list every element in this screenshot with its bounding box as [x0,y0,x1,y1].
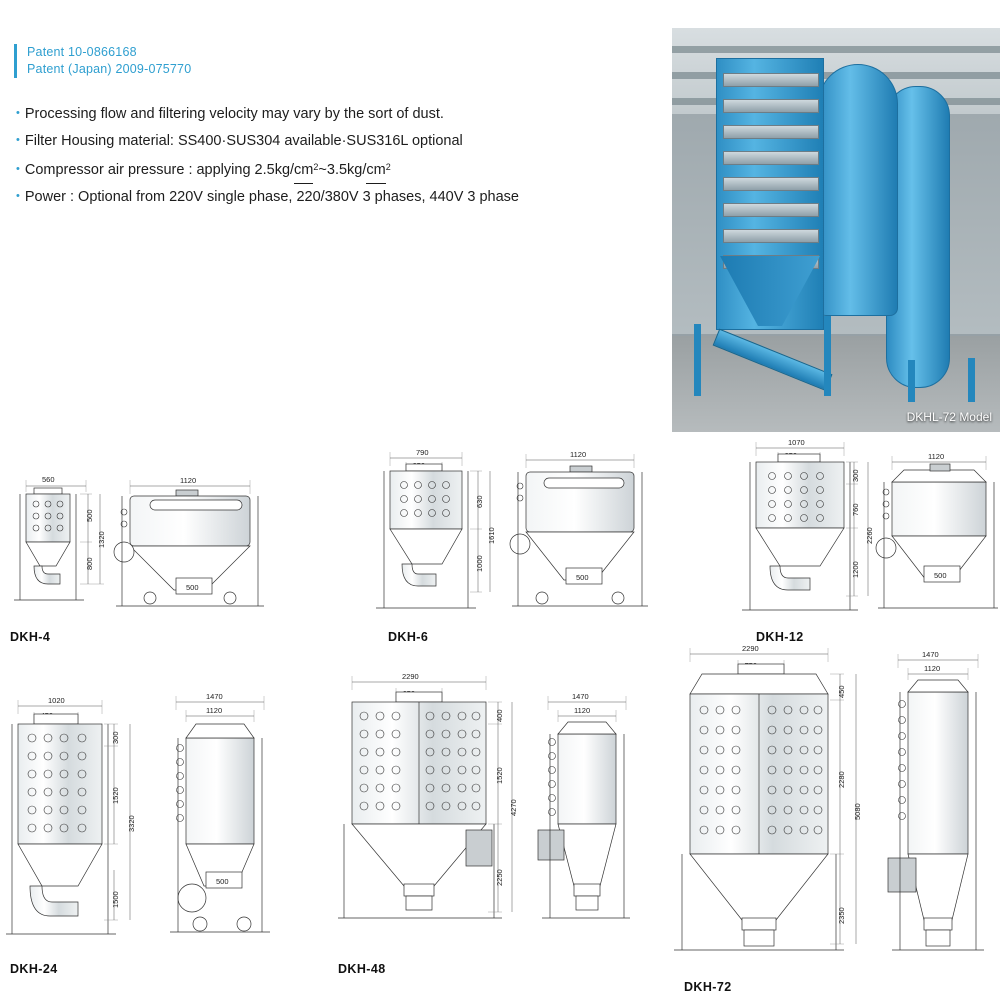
photo-beam [672,46,1000,53]
svg-text:500: 500 [186,583,199,592]
photo-tray [723,125,819,139]
svg-text:1200: 1200 [851,561,860,578]
svg-text:1120: 1120 [206,706,223,715]
svg-text:300: 300 [851,469,860,482]
unit-cm-squared: cm [366,157,385,183]
svg-text:1470: 1470 [572,692,589,701]
svg-text:1120: 1120 [570,450,587,459]
note-text: Power : Optional from 220V single phase, 220/380V 3 phases, 440V 3 phase [24,189,519,205]
photo-tray [723,177,819,191]
photo-leg [824,316,831,396]
drawing-cell-dkh-6 [330,440,660,655]
photo-tray [723,229,819,243]
photo-tray [723,203,819,217]
drawing-cell-dkh-12 [660,440,1000,655]
notes-list [16,100,519,210]
svg-text:1470: 1470 [206,692,223,701]
drawing-cell-dkh-4 [0,440,330,655]
photo-duct-main [818,64,898,316]
svg-text:400: 400 [495,709,504,722]
svg-text:1120: 1120 [180,476,197,485]
photo-tray [723,151,819,165]
svg-text:2350: 2350 [837,907,846,924]
superscript-2: 2 [385,162,391,172]
svg-text:800: 800 [85,557,94,570]
drawing-cell-dkh-24 [0,680,330,1000]
svg-text:3320: 3320 [127,815,136,832]
svg-text:2290: 2290 [402,672,419,681]
svg-text:1520: 1520 [495,767,504,784]
svg-text:4270: 4270 [509,799,518,816]
photo-caption: DKHL-72 Model [906,410,992,424]
svg-text:500: 500 [576,573,589,582]
svg-text:500: 500 [85,509,94,522]
note-text: Filter Housing material: SS400·SUS304 available·SUS316L optional [24,133,463,149]
svg-text:1470: 1470 [922,650,939,659]
drawing-cell-dkh-48 [330,672,660,1000]
model-label-dkh-24: DKH-24 [10,962,58,976]
svg-text:1610: 1610 [487,527,496,544]
unit-cm-squared: cm [294,157,313,183]
drawing-cell-dkh-72 [660,640,1000,1000]
note-text-part: ~3.5kg/ [318,162,367,178]
photo-leg [968,358,975,402]
svg-text:1120: 1120 [924,664,941,673]
photo-tray [723,99,819,113]
svg-text:1120: 1120 [574,706,591,715]
svg-text:1500: 1500 [111,891,120,908]
bullet-icon: • [16,134,20,146]
drawings-grid [0,440,1000,1000]
svg-text:1020: 1020 [48,696,65,705]
model-label-dkh-72: DKH-72 [684,980,732,994]
note-item [16,183,519,210]
photo-leg [908,360,915,402]
svg-text:1000: 1000 [475,555,484,572]
svg-text:2260: 2260 [865,527,874,544]
photo-tray [723,73,819,87]
svg-text:5080: 5080 [853,803,862,820]
note-text-part: Compressor air pressure : applying 2.5kg/ [24,162,295,178]
svg-text:1070: 1070 [788,438,805,447]
svg-text:1120: 1120 [928,452,945,461]
svg-text:560: 560 [42,475,55,484]
svg-text:500: 500 [934,571,947,580]
svg-text:630: 630 [475,495,484,508]
bullet-icon: • [16,107,20,119]
bullet-icon: • [16,163,20,175]
note-item [16,154,519,183]
model-label-dkh-48: DKH-48 [338,962,386,976]
photo-leg [694,324,701,396]
svg-text:1320: 1320 [97,531,106,548]
note-item [16,127,519,154]
patent-block [14,44,191,78]
patent-line-2: Patent (Japan) 2009-075770 [27,62,192,76]
svg-text:2280: 2280 [837,771,846,788]
svg-text:300: 300 [111,731,120,744]
svg-text:1520: 1520 [111,787,120,804]
model-label-dkh-6: DKH-6 [388,630,429,644]
superscript-2: 2 [313,162,319,172]
svg-text:760: 760 [851,503,860,516]
svg-text:450: 450 [837,685,846,698]
product-photo [672,28,1000,432]
svg-text:2250: 2250 [495,869,504,886]
note-item [16,100,519,127]
bullet-icon: • [16,190,20,202]
model-label-dkh-12: DKH-12 [756,630,804,644]
svg-text:500: 500 [216,877,229,886]
model-label-dkh-4: DKH-4 [10,630,51,644]
svg-text:790: 790 [416,448,429,457]
note-text: Processing flow and filtering velocity may vary by the sort of dust. [24,106,444,122]
svg-text:2290: 2290 [742,644,759,653]
patent-line-1: Patent 10-0866168 [27,45,137,59]
